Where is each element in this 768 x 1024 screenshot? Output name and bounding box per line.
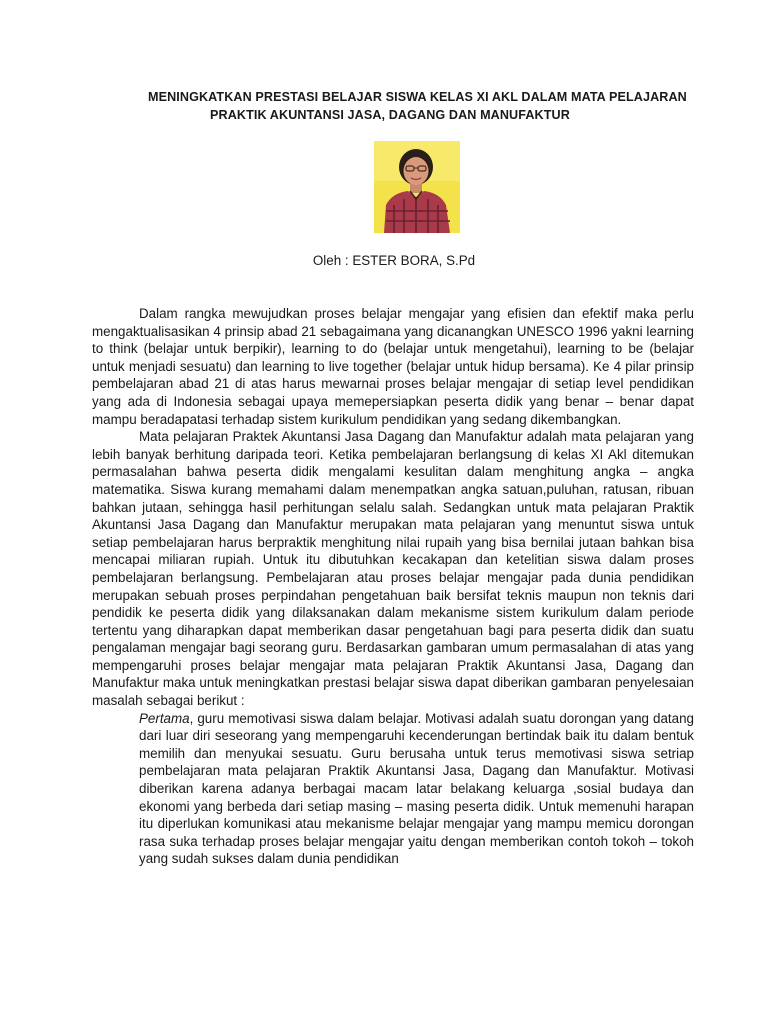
paragraph-2: Mata pelajaran Praktek Akuntansi Jasa Dagang dan Manufaktur adalah mata pelajaran yang lebih banyak berhitung daripada teori. Ketika pembelajaran berlangsung di kelas XI Akl ditemukan permasalahan bahwa peserta didik mengalami kesulitan dalam menghitung angka – angka matematika. Siswa kurang memahami dalam menempatkan angka satuan,puluhan, ratusan, ribuan bahkan jutaan, sehingga hasil perhitungan selalu salah. Sedangkan untuk mata pelajaran Praktik Akuntansi Jasa Dagang dan Manufaktur merupakan mata pelajaran yang menuntut siswa untuk setiap pembelajaran harus berpraktik menghitung nilai rupaih yang bisa bernilai jutaan bahkan bisa mencapai miliaran rupiah. Untuk itu dibutuhkan kecakapan dan ketelitian siswa dalam proses pembelajaran berlangsung. Pembelajaran atau proses belajar mengajar pada dunia pendidikan merupakan sebuah proses perpindahan pengetahuan baik bersifat teknis maupun non teknis dari pendidik ke peserta didik yang dilaksanakan dalam mekanisme sistem kurikulum dalam periode tertentu yang diharapkan dapat memberikan dasar pengetahuan bagi para peserta didik dan suatu pengalaman mengajar bagi seorang guru. Berdasarkan gambaran umum permasalahan di atas yang mempengaruhi proses belajar mengajar mata pelajaran Praktik Akuntansi Jasa, Dagang dan Manufaktur maka untuk meningkatkan prestasi belajar siswa dapat diberikan gambaran penyelesaian masalah sebagai berikut : [92,429,694,709]
document-body [92,305,694,868]
paragraph-1: Dalam rangka mewujudkan proses belajar mengajar yang efisien dan efektif maka perlu mengaktualisasikan 4 prinsip abad 21 sebagaimana yang dicanangkan UNESCO 1996 yakni learning to think (belajar untuk berpikir), learning to do (belajar untuk mengetahui), learning to be (belajar untuk menjadi sesuatu) dan learning to live together (belajar untuk hidup bersama). Ke 4 pilar prinsip pembelajaran abad 21 di atas harus mewarnai proses belajar mengajar di setiap level pendidikan yang ada di Indonesia sebagai upaya memepersiapkan peserta didik yang benar – benar dapat mampu beradapatasi terhadap sistem kurikulum pendidikan yang sedang dikembangkan. [92,306,694,427]
author-photo [374,141,460,233]
author-byline: Oleh : ESTER BORA, S.Pd [312,253,476,268]
point-1-label: Pertama [139,710,190,726]
document-title [92,88,742,124]
title-line-2: PRAKTIK AKUNTANSI JASA, DAGANG DAN MANUFAKTUR [210,108,570,122]
title-line-1: MENINGKATKAN PRESTASI BELAJAR SISWA KELAS XI AKL DALAM MATA PELAJARAN [148,90,687,104]
point-1-paragraph [139,710,694,868]
author-portrait-image [374,141,460,233]
point-1-text: , guru memotivasi siswa dalam belajar. Motivasi adalah suatu dorongan yang datang dari luar diri seseorang yang mempengaruhi kecenderungan bertindak baik itu dalam bentuk memilih dan menyukai sesuatu. Guru berusaha untuk terus memotivasi siswa setriap pembelajaran mata pelajaran Praktik Akuntansi Jasa, Dagang dan Manufaktur. Motivasi diberikan karena adanya berbagai macam latar belakang keluarga ,sosial budaya dan ekonomi yang berbeda dari setiap masing – masing peserta didik. Untuk memenuhi harapan itu diperlukan komunikasi atau mekanisme belajar mengajar yang mampu memicu dorongan rasa suka terhadap proses belajar mengajar yaitu dengan memberikan contoh tokoh – tokoh yang sudah sukses dalam dunia pendidikan [139,710,694,867]
